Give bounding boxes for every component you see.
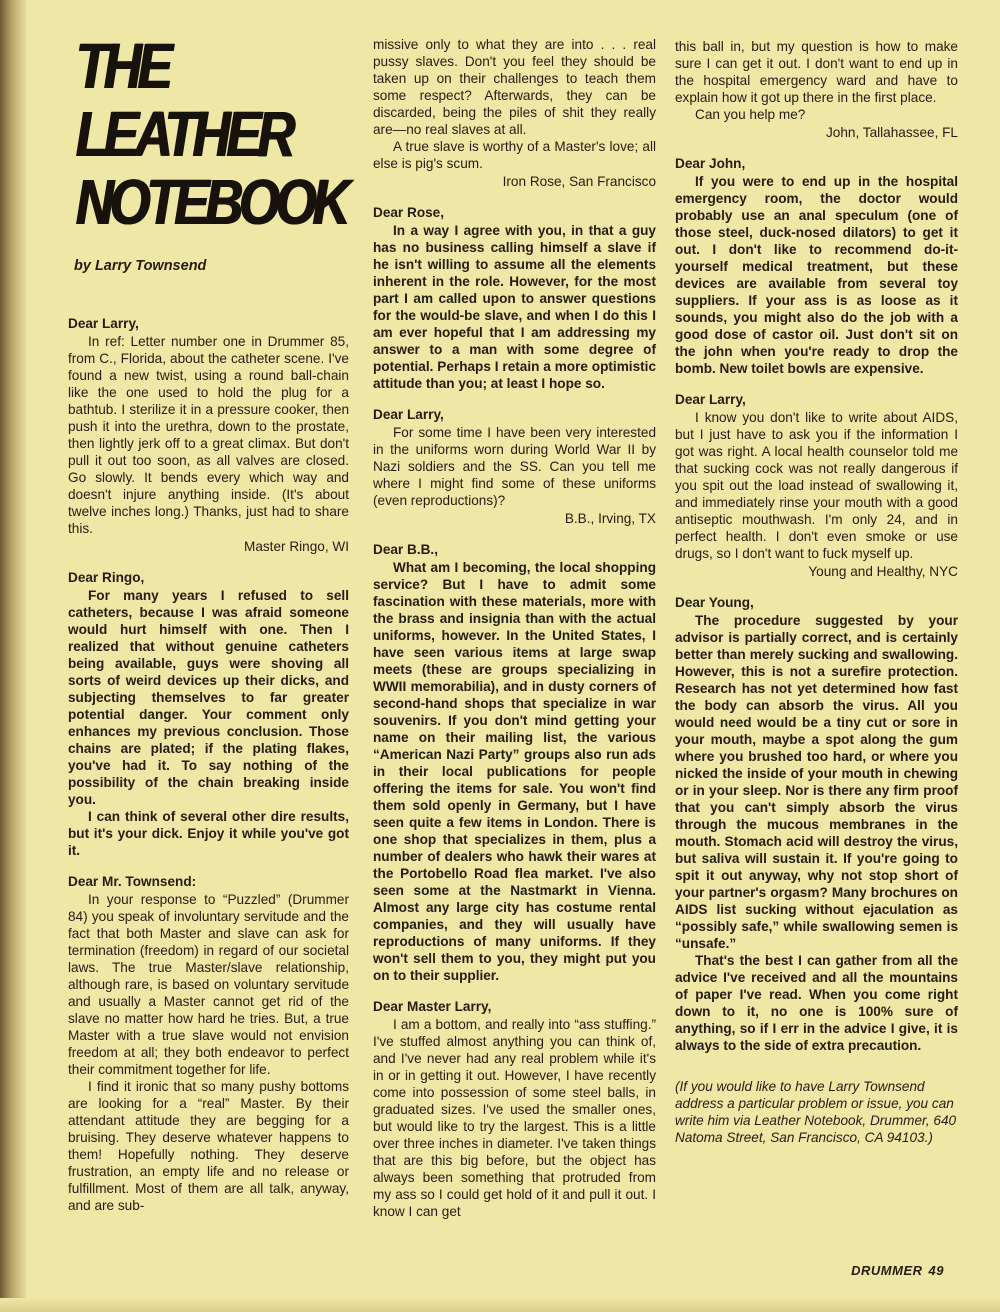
closing-note: (If you would like to have Larry Townsend address a particular problem or issue, you can write him via Leather Notebook, Drummer, 640 Natoma Street, San Francisco, CA 94103.) — [675, 1079, 957, 1145]
letter-signature: Iron Rose, San Francisco — [502, 174, 656, 189]
reader-letter — [373, 406, 656, 527]
letter-salutation: Dear Master Larry, — [373, 999, 492, 1014]
byline: by Larry Townsend — [74, 258, 207, 274]
title-line-2: LEATHER — [76, 98, 292, 170]
letter-signature: Young and Healthy, NYC — [808, 564, 958, 579]
page-title — [76, 30, 347, 238]
letter-paragraph: For some time I have been very interested in the uniforms worn during World War II by Nazi soldiers and the SS. Can you tell me where I might find some of these uniforms (even reproductions)? — [373, 425, 656, 508]
magazine-name: DRUMMER — [851, 1263, 923, 1278]
letter-signature: Master Ringo, WI — [244, 539, 349, 554]
letter-salutation: Dear B.B., — [373, 542, 438, 557]
letter-paragraph: In ref: Letter number one in Drummer 85, from C., Florida, about the catheter scene. I've found a new twist, using a round ball-chain like the one used to hold the plug for a bathtub. I sterilize it in a pressure cooker, then push it into the urethra, down to the prostate, then lightly jerk off to a great climax. But don't pull it out too soon, as all valves are closed. Go slowly. It bends every which way and doesn't injure anything inside. (It's about twelve inches long.) Thanks, just had to share this. — [68, 334, 349, 536]
letter-paragraph: I know you don't like to write about AIDS, but I just have to ask you if the information I got was right. A local health counselor told me that sucking cock was not really dangerous if you spit out the load instead of swallowing it, and immediately rinse your mouth with a good antiseptic mouthwash. I'm only 24, and in perfect health. I don't even smoke or use drugs, so I don't want to fuck myself up. — [675, 410, 958, 561]
reply-letter — [373, 541, 656, 984]
letter-paragraph: That's the best I can gather from all the advice I've received and all the mountains of paper I've read. When you come right down to it, no one is 100% sure of anything, so if I err in the advice I give, it is always to the side of extra precaution. — [675, 953, 958, 1053]
binding-gutter — [0, 0, 26, 1312]
title-line-1: THE — [76, 30, 169, 102]
letter-paragraph: In your response to “Puzzled” (Drummer 84) you speak of involuntary servitude and the fact that both Master and slave can ask for termination (freedom) in regard of our societal laws. The true Master/slave relationship, although rare, is based on voluntary servitude and usually a Master cannot get rid of the slave no matter how hard he tries. But, a true Master with a true slave would not envision freedom at all; they both endeavor to perfect their commitment together for life. — [68, 892, 349, 1077]
letter-salutation: Dear Larry, — [675, 392, 746, 407]
page-footer — [851, 1263, 944, 1278]
letter-paragraph: I am a bottom, and really into “ass stuffing.” I've stuffed almost anything you can think of, and I've never had any real problem while it's in or in getting it out. However, I have recently come into possession of some steel balls, in graduated sizes. I've used the smaller ones, but would like to try the largest. This is a little over three inches in diameter. I've taken things that are this big before, but the object has always been something that protruded from my ass so I could get hold of it and pull it out. I know I can get — [373, 1017, 656, 1219]
column-3 — [675, 38, 958, 1146]
title-line-3: NOTEBOOK — [76, 166, 347, 238]
reader-letter — [68, 873, 349, 1214]
letter-paragraph: this ball in, but my question is how to make sure I can get it out. I don't want to end up in the hospital emergency ward and have to explain how it got up there in the first place. — [675, 39, 958, 105]
letter-signature: B.B., Irving, TX — [564, 511, 656, 526]
letter-paragraph: A true slave is worthy of a Master's love; all else is pig's scum. — [373, 139, 656, 171]
letter-paragraph: For many years I refused to sell catheters, because I was afraid someone would hurt himself with one. Then I realized that without genuine catheters being available, guys were shoving all sorts of weird devices up their dicks, and subjecting themselves to far greater potential danger. Your comment only enhances my previous conclusion. Those chains are plated; if the plating flakes, you've had it. To say nothing of the possibility of the chain breaking inside you. — [68, 588, 349, 807]
letter-salutation: Dear Larry, — [373, 407, 444, 422]
letter-salutation: Dear Larry, — [68, 316, 139, 331]
letter-paragraph: If you were to end up in the hospital emergency room, the doctor would probably use an anal speculum (one of those steel, duck-nosed dilators) to get it out. I don't like to recommend do-it-yourself medical treatment, but these devices are available from several toy suppliers. If your ass is as loose as it sounds, you might also do the job with a good dose of castor oil. Just don't sit on the john when you're ready to drop the bomb. New toilet bowls are expensive. — [675, 174, 958, 376]
letter-paragraph: I find it ironic that so many pushy bottoms are looking for a “real” Master. By their attendant attitude they are begging for a bruising. They deserve whatever happens to them! Hopefully nothing. They deserve frustration, an empty life and no release or fulfillment. Most of them are all talk, anyway, and are sub- — [68, 1079, 349, 1213]
reply-letter — [373, 204, 656, 392]
reader-letter-continued — [675, 38, 958, 141]
page-number: 49 — [928, 1263, 944, 1278]
letter-paragraph: What am I becoming, the local shopping service? But I have to admit some fascination with these materials, more with the brass and insignia than with the actual uniforms, however. In the United States, I have seen various items at large swap meets (these are groups specializing in WWII memorabilia), and in dusty corners of second-hand shops that specialize in war souvenirs. If you don't mind getting your name on their mailing list, the various “American Nazi Party” groups also run ads in their local publications for people offering the items for sale. You won't find them sold openly in Germany, but I have seen quite a few items in London. There is one shop that specializes in them, plus a number of dealers who hawk their wares at the Portobello Road flea market. I've also seen some at the Nastmarkt in Vienna. Almost any large city has costume rental companies, and they will usually have reproductions of many uniforms. If they won't sell them to you, they might put you on to their supplier. — [373, 560, 656, 983]
letter-paragraph: I can think of several other dire results, but it's your dick. Enjoy it while you've got it. — [68, 809, 349, 858]
reader-letter — [68, 315, 349, 555]
letter-salutation: Dear Mr. Townsend: — [68, 874, 197, 889]
letter-paragraph: missive only to what they are into . . . real pussy slaves. Don't you feel they should be taken up on their challenges to teach them some respect? Afterwards, they can be discarded, being the piles of shit they really are—no real slaves at all. — [373, 37, 656, 137]
letter-salutation: Dear Rose, — [373, 205, 445, 220]
column-2 — [373, 36, 656, 1234]
reply-letter — [675, 155, 958, 377]
reply-letter — [675, 594, 958, 1054]
reader-letter — [675, 391, 958, 580]
letter-salutation: Dear Ringo, — [68, 570, 145, 585]
page-bottom-edge — [0, 1298, 1000, 1312]
reader-letter — [373, 998, 656, 1220]
column-1 — [68, 30, 349, 1228]
letter-paragraph: Can you help me? — [695, 107, 806, 122]
letter-signature: John, Tallahassee, FL — [826, 125, 958, 140]
letter-salutation: Dear John, — [675, 156, 746, 171]
letter-paragraph: In a way I agree with you, in that a guy has no business calling himself a slave if he isn't willing to assume all the elements inherent in the role. However, for the most part I am called upon to answer questions for the would-be slave, and when I do this I am ever hopeful that I am addressing my answer to a man with some degree of potential. Perhaps I retain a more optimistic attitude than you; at least I hope so. — [373, 223, 656, 391]
reader-letter-continued — [373, 36, 656, 190]
letter-paragraph: The procedure suggested by your advisor is partially correct, and is certainly better than merely sucking and swallowing. However, this is not a surefire protection. Research has not yet determined how fast the body can absorb the virus. All you would need would be a tiny cut or sore in your mouth, maybe a spot along the gum where you brushed too hard, or where you nicked the inside of your mouth in chewing or in your sleep. Nor is there any firm proof that you can't simply absorb the virus through the mucous membranes in the mouth. Stomach acid will destroy the virus, but saliva will sustain it. If you're going to spit it out anyway, why not stop short of your partner's orgasm? Many brochures on AIDS list sucking without ejaculation as “possibly safe,” while swallowing semen is “unsafe.” — [675, 613, 958, 951]
reply-letter — [68, 569, 349, 859]
letter-salutation: Dear Young, — [675, 595, 754, 610]
